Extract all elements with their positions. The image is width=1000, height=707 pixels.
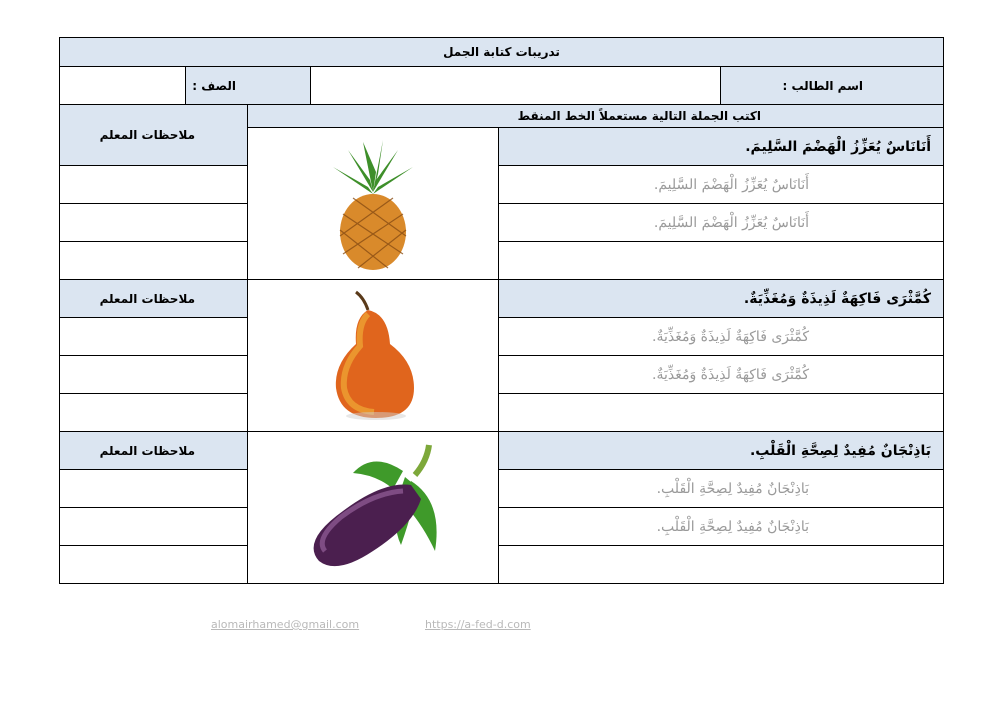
- teacher-notes-cell[interactable]: [60, 470, 248, 508]
- teacher-notes-header-3: ملاحظات المعلم: [60, 432, 248, 470]
- dotted-line-2a: كُمَّثْرَى فَاكِهَةٌ لَذِيذَةٌ وَمُغَذِّيَةٌ.: [499, 318, 944, 356]
- dotted-line-1a: أَنَانَاسٌ يُعَزِّزُ الْهَضْمَ السَّلِيمَ.: [499, 166, 944, 204]
- instruction-text: اكتب الجملة التالية مستعملاً الخط المنقط: [248, 105, 944, 128]
- class-label: الصف :: [186, 67, 311, 105]
- writing-line-2[interactable]: [499, 394, 944, 432]
- teacher-notes-cell[interactable]: [60, 318, 248, 356]
- sentence-3: بَاذِنْجَانٌ مُفِيدٌ لِصِحَّةِ الْقَلْبِ.: [499, 432, 944, 470]
- sentence-2: كُمَّثْرَى فَاكِهَةٌ لَذِيذَةٌ وَمُغَذِّيَةٌ.: [499, 280, 944, 318]
- worksheet-table: [59, 37, 944, 584]
- dotted-line-3b: بَاذِنْجَانٌ مُفِيدٌ لِصِحَّةِ الْقَلْبِ.: [499, 508, 944, 546]
- eggplant-icon: [293, 441, 453, 571]
- pineapple-icon: [318, 132, 428, 272]
- teacher-notes-cell[interactable]: [60, 166, 248, 204]
- teacher-notes-header-1: ملاحظات المعلم: [60, 105, 248, 166]
- teacher-notes-cell[interactable]: [60, 356, 248, 394]
- dotted-line-3a: بَاذِنْجَانٌ مُفِيدٌ لِصِحَّةِ الْقَلْبِ.: [499, 470, 944, 508]
- teacher-notes-cell[interactable]: [60, 546, 248, 584]
- eggplant-image: [248, 432, 499, 584]
- pear-image: [248, 280, 499, 432]
- class-value-field[interactable]: [60, 67, 186, 105]
- dotted-line-1b: أَنَانَاسٌ يُعَزِّزُ الْهَضْمَ السَّلِيمَ.: [499, 204, 944, 242]
- dotted-line-2b: كُمَّثْرَى فَاكِهَةٌ لَذِيذَةٌ وَمُغَذِّيَةٌ.: [499, 356, 944, 394]
- student-name-field[interactable]: [311, 67, 721, 105]
- worksheet-title: تدريبات كتابة الجمل: [60, 38, 944, 67]
- worksheet: [59, 37, 943, 584]
- teacher-notes-cell[interactable]: [60, 204, 248, 242]
- student-name-label: اسم الطالب :: [721, 67, 944, 105]
- footer-email-link[interactable]: alomairhamed@gmail.com: [211, 618, 360, 631]
- teacher-notes-cell[interactable]: [60, 394, 248, 432]
- teacher-notes-header-2: ملاحظات المعلم: [60, 280, 248, 318]
- teacher-notes-cell[interactable]: [60, 508, 248, 546]
- footer-website-link[interactable]: https://a-fed-d.com: [425, 618, 531, 631]
- pineapple-image: [248, 128, 499, 280]
- writing-line-1[interactable]: [499, 242, 944, 280]
- sentence-1: أَنَانَاسٌ يُعَزِّزُ الْهَضْمَ السَّلِيمَ.: [499, 128, 944, 166]
- teacher-notes-cell[interactable]: [60, 242, 248, 280]
- pear-icon: [318, 284, 428, 424]
- writing-line-3[interactable]: [499, 546, 944, 584]
